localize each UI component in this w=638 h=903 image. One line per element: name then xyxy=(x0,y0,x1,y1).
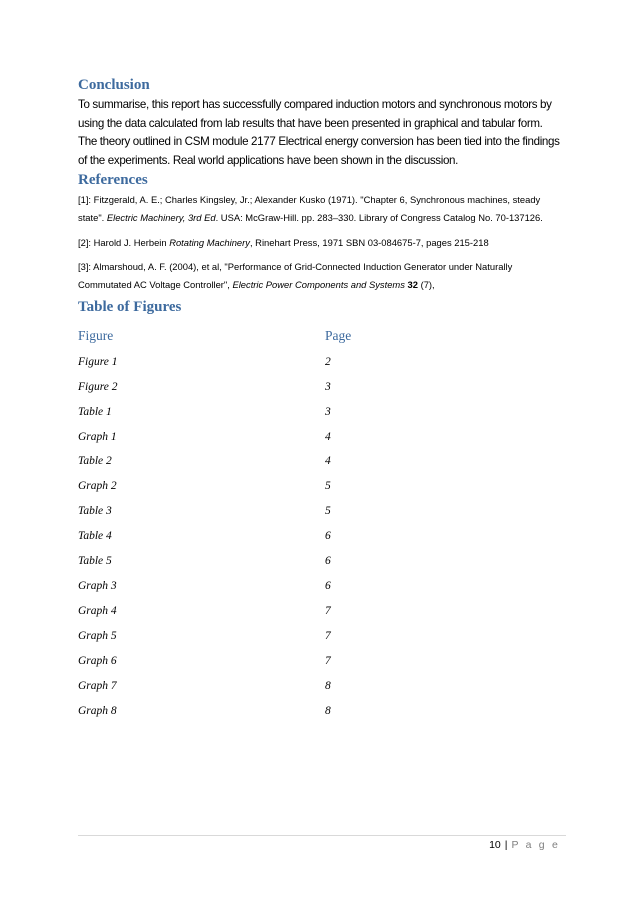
toc-row xyxy=(78,580,558,598)
toc-figure: Graph 7 xyxy=(78,680,117,692)
references-heading: References xyxy=(78,172,148,188)
reference-text: (7), xyxy=(417,279,435,290)
toc-figure: Figure 1 xyxy=(78,356,118,368)
reference-text: , Rinehart Press, 1971 SBN 03-084675-7, pages 215-218 xyxy=(249,237,489,248)
reference-text: state". xyxy=(78,212,107,223)
figure-column-header: Figure xyxy=(78,328,114,343)
conclusion-paragraph xyxy=(78,96,566,170)
toc-page: 7 xyxy=(325,630,331,642)
conclusion-line: of the experiments. Real world applications have been shown in the discussion. xyxy=(78,153,459,167)
toc-page: 6 xyxy=(325,530,331,542)
reference-text: Commutated AC Voltage Controller", xyxy=(78,279,233,290)
toc-row xyxy=(78,480,558,498)
toc-figure: Graph 6 xyxy=(78,655,117,667)
reference-volume: 32 xyxy=(407,279,418,290)
toc-row xyxy=(78,455,558,473)
toc-figure: Table 5 xyxy=(78,555,112,567)
toc-page: 3 xyxy=(325,381,331,393)
toc-row xyxy=(78,356,558,374)
conclusion-heading: Conclusion xyxy=(78,77,150,93)
reference-item-3 xyxy=(78,258,568,294)
toc-figure: Graph 2 xyxy=(78,480,117,492)
toc-row xyxy=(78,630,558,648)
reference-journal: Electric Power Components and Systems xyxy=(232,279,405,290)
toc-row xyxy=(78,431,558,449)
toc-row xyxy=(78,655,558,673)
toc-figure: Graph 5 xyxy=(78,630,117,642)
footer-separator: | xyxy=(504,839,508,851)
toc-row xyxy=(78,705,558,723)
page-label: P a g e xyxy=(511,839,560,851)
toc-page: 8 xyxy=(325,705,331,717)
toc-page: 3 xyxy=(325,406,331,418)
page-column-header: Page xyxy=(325,328,352,343)
reference-line: [1]: Fitzgerald, A. E.; Charles Kingsley, Jr.; Alexander Kusko (1971). "Chapter 6, Synchronous machines, steady xyxy=(78,194,541,205)
toc-figure: Table 2 xyxy=(78,455,112,467)
reference-line xyxy=(78,209,568,227)
toc-row xyxy=(78,680,558,698)
toc-page: 8 xyxy=(325,680,331,692)
toc-page: 6 xyxy=(325,580,331,592)
reference-title: Rotating Machinery xyxy=(169,237,250,248)
toc-page: 7 xyxy=(325,655,331,667)
page-footer xyxy=(489,839,560,851)
reference-line: [3]: Almarshoud, A. F. (2004), et al, "Performance of Grid-Connected Induction Generator under Naturally xyxy=(78,261,513,272)
page-number: 10 xyxy=(489,839,501,851)
table-of-figures-heading: Table of Figures xyxy=(78,299,182,315)
toc-figure: Graph 3 xyxy=(78,580,117,592)
toc-row xyxy=(78,530,558,548)
toc-row xyxy=(78,505,558,523)
toc-figure: Graph 4 xyxy=(78,605,117,617)
toc-figure: Table 1 xyxy=(78,406,112,418)
reference-item-2 xyxy=(78,234,568,252)
toc-row xyxy=(78,381,558,399)
toc-page: 4 xyxy=(325,431,331,443)
reference-text: . USA: McGraw-Hill. pp. 283–330. Library of Congress Catalog No. 70-137126. xyxy=(215,212,543,223)
reference-text: [2]: Harold J. Herbein xyxy=(78,237,170,248)
conclusion-line: The theory outlined in CSM module 2177 Electrical energy conversion has been tied into the findings xyxy=(78,135,560,148)
toc-figure: Table 4 xyxy=(78,530,112,542)
footer-divider xyxy=(78,835,566,836)
toc-page: 5 xyxy=(325,505,331,517)
reference-title: Electric Machinery, 3rd Ed xyxy=(106,212,216,223)
toc-figure: Figure 2 xyxy=(78,381,118,393)
toc-figure: Table 3 xyxy=(78,505,112,517)
toc-figure: Graph 8 xyxy=(78,705,117,717)
toc-page: 5 xyxy=(325,480,331,492)
toc-page: 7 xyxy=(325,605,331,617)
toc-page: 2 xyxy=(325,356,331,368)
reference-item-1 xyxy=(78,191,568,227)
toc-row xyxy=(78,605,558,623)
toc-page: 4 xyxy=(325,455,331,467)
reference-line xyxy=(78,276,568,294)
reference-line xyxy=(78,234,568,252)
conclusion-line: using the data calculated from lab results that have been presented in graphical and tabular form. xyxy=(78,116,543,130)
conclusion-line: To summarise, this report has successfully compared induction motors and synchronous motors by xyxy=(78,98,552,111)
toc-figure: Graph 1 xyxy=(78,431,117,443)
toc-row xyxy=(78,555,558,573)
toc-row xyxy=(78,406,558,424)
toc-page: 6 xyxy=(325,555,331,567)
